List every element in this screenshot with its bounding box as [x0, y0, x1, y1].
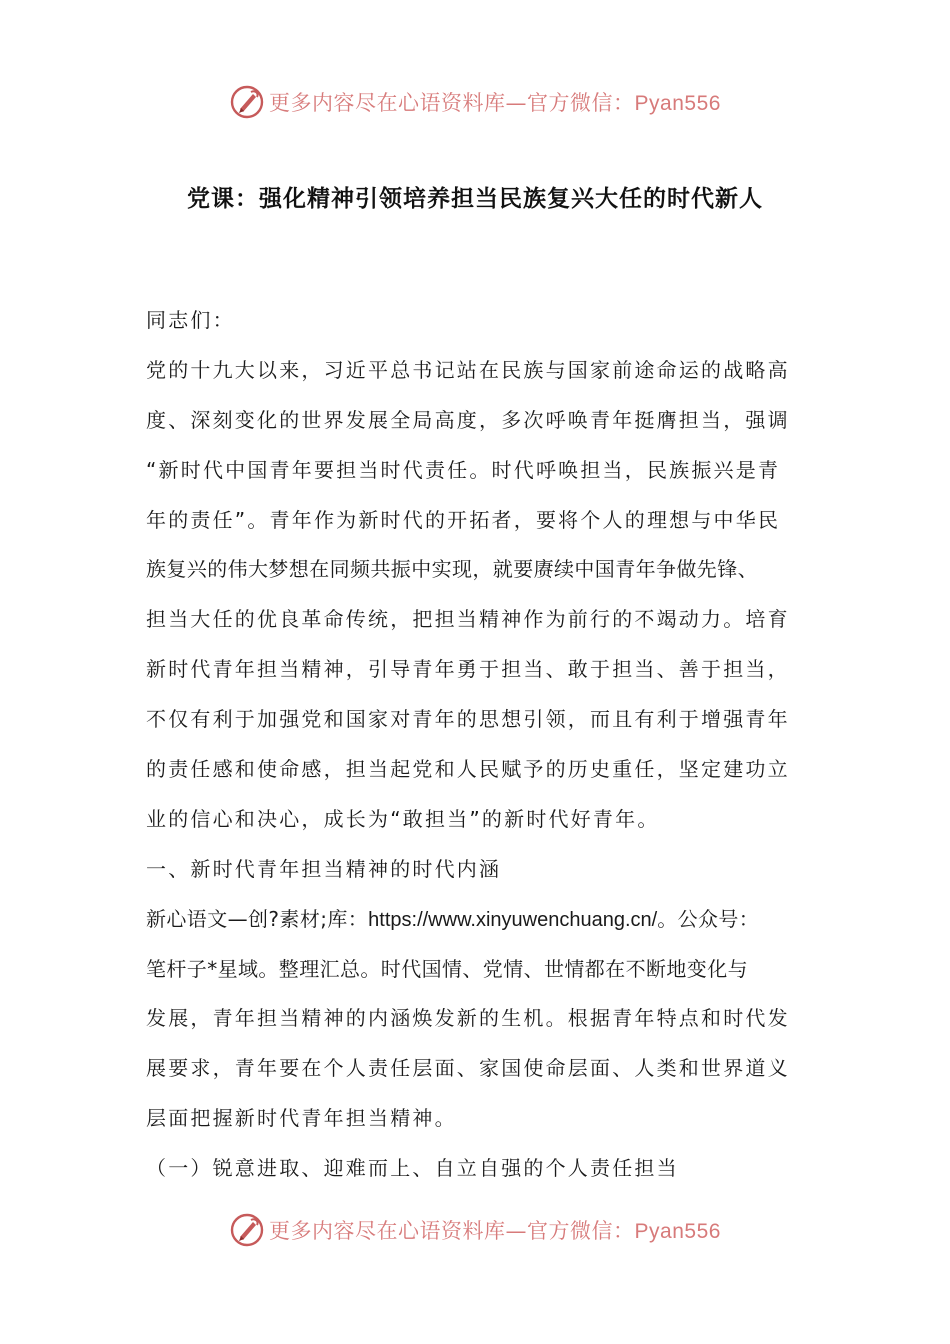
- footer-banner-wechat-id: Pyan556: [634, 1220, 721, 1243]
- pen-nib-logo-icon: [229, 84, 265, 120]
- paragraph-line: 发展，青年担当精神的内涵焕发新的生机。根据青年特点和时代发: [146, 1006, 790, 1031]
- header-banner-wechat-label: 官方微信：: [527, 91, 635, 115]
- document-body: [146, 296, 816, 1194]
- footer-banner-separator: —: [505, 1219, 528, 1243]
- section-heading: 一、新时代青年担当精神的时代内涵: [146, 856, 502, 881]
- paragraph-line: 的责任感和使命感，担当起党和人民赋予的历史重任，坚定建功立: [146, 757, 790, 782]
- header-banner: [0, 82, 950, 122]
- header-banner-wechat-id: Pyan556: [634, 92, 721, 115]
- paragraph-line: 年的责任”。青年作为新时代的开拓者，要将个人的理想与中华民: [146, 507, 781, 532]
- paragraph-line: 党的十九大以来，习近平总书记站在民族与国家前途命运的战略高: [146, 357, 790, 382]
- paragraph-line: 新时代青年担当精神，引导青年勇于担当、敢于担当、善于担当，: [146, 657, 790, 682]
- salutation: 同志们：: [146, 308, 235, 332]
- footer-banner-cn: 更多内容尽在心语资料库: [269, 1219, 506, 1243]
- paragraph-line: 度、深刻变化的世界发展全局高度，多次呼唤青年挺膺担当，强调: [146, 407, 790, 432]
- paragraph-line: “新时代中国青年要担当时代责任。时代呼唤担当，民族振兴是青: [146, 457, 781, 482]
- paragraph-line: 展要求，青年要在个人责任层面、家国使命层面、人类和世界道义: [146, 1056, 790, 1081]
- paragraph-line: 业的信心和决心，成长为“敢担当”的新时代好青年。: [146, 806, 660, 831]
- header-banner-cn: 更多内容尽在心语资料库: [269, 91, 506, 115]
- paragraph-line: 笔杆子*星域。整理汇总。时代国情、党情、世情都在不断地变化与: [146, 956, 748, 981]
- watermark-line: [146, 895, 816, 945]
- watermark-prefix: 新心语文—创?素材;库：: [146, 906, 369, 931]
- header-banner-text: [269, 87, 721, 117]
- paragraph-line: 不仅有利于加强党和国家对青年的思想引领，而且有利于增强青年: [146, 707, 790, 732]
- header-banner-separator: —: [505, 91, 528, 115]
- watermark-suffix: 。公众号：: [657, 906, 760, 931]
- paragraph-line: 担当大任的优良革命传统，把担当精神作为前行的不竭动力。培育: [146, 607, 790, 632]
- footer-banner-wechat-label: 官方微信：: [527, 1219, 635, 1243]
- footer-banner: [0, 1210, 950, 1250]
- footer-banner-text: [269, 1215, 721, 1245]
- watermark-url[interactable]: https://www.xinyuwenchuang.cn/: [368, 908, 658, 931]
- subsection-heading: （一）锐意进取、迎难而上、自立自强的个人责任担当: [146, 1156, 679, 1181]
- paragraph-line: 族复兴的伟大梦想在同频共振中实现，就要赓续中国青年争做先锋、: [146, 557, 758, 582]
- paragraph-line: 层面把握新时代青年担当精神。: [146, 1106, 457, 1131]
- pen-nib-logo-icon: [229, 1212, 265, 1248]
- document-title: 党课：强化精神引领培养担当民族复兴大任的时代新人: [187, 186, 763, 212]
